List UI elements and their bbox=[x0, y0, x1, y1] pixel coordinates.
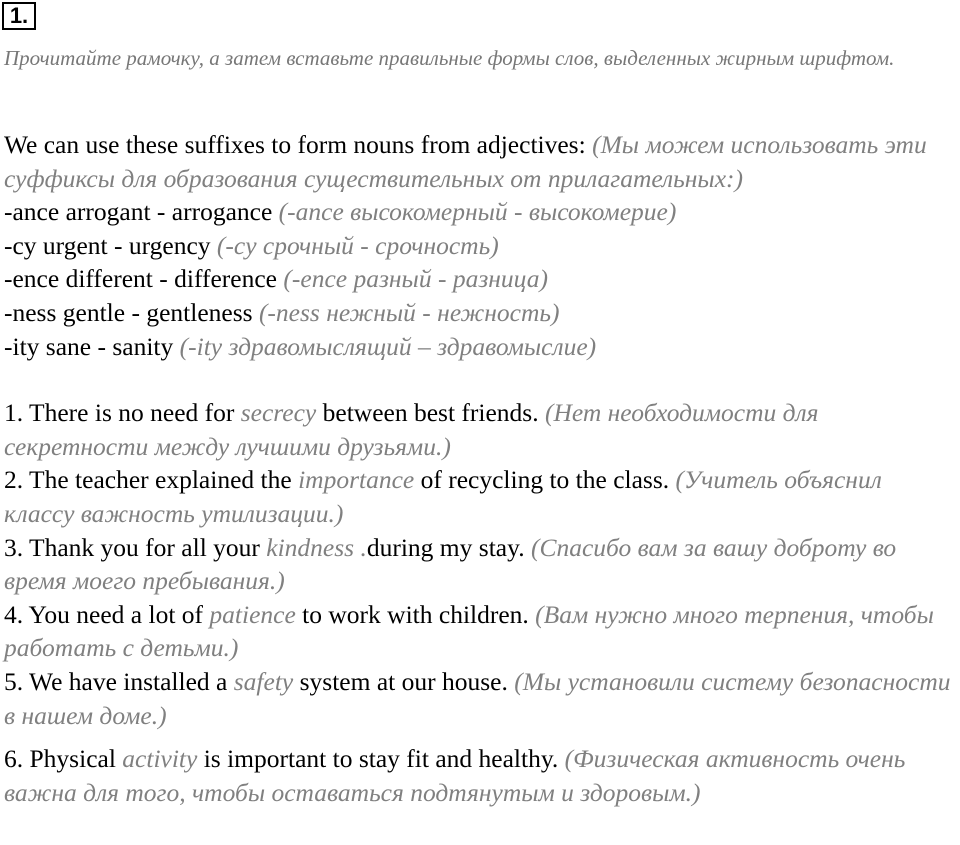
suffix-english: -ence different - difference bbox=[4, 264, 278, 294]
sentence-end: system at our house. bbox=[293, 666, 515, 696]
sentence-end: to work with children. bbox=[295, 599, 536, 629]
exercise-content bbox=[4, 128, 954, 809]
sentence-start: 4. You need a lot of bbox=[4, 599, 210, 629]
exercise-sentence bbox=[4, 396, 954, 463]
sentence-end: between best friends. bbox=[316, 398, 545, 428]
sentence-translation: (Нет необходимости для секретности между лучшими друзьями.) bbox=[4, 398, 819, 461]
suffix-translation: (-cy срочный - срочность) bbox=[216, 230, 499, 260]
suffix-line bbox=[4, 296, 954, 330]
sentence-translation: (Учитель объяснил классу важность утилизации.) bbox=[4, 465, 882, 528]
sentence-end: during my stay. bbox=[366, 532, 531, 562]
answer-word: activity bbox=[122, 744, 198, 774]
sentence-start: 6. Physical bbox=[4, 744, 123, 774]
exercise-sentence bbox=[4, 531, 954, 598]
answer-word: importance bbox=[298, 465, 415, 495]
suffix-line bbox=[4, 330, 954, 364]
answer-word: safety bbox=[233, 666, 294, 696]
suffix-line bbox=[4, 195, 954, 229]
answer-word: secrecy bbox=[240, 398, 317, 428]
sentence-translation: (Мы установили систему безопасности в нашем доме.) bbox=[4, 666, 951, 730]
answer-word: kindness . bbox=[266, 532, 367, 562]
intro-paragraph bbox=[4, 128, 954, 195]
exercise-sentence bbox=[4, 463, 954, 530]
suffix-line bbox=[4, 229, 954, 263]
suffix-translation: (-ity здравомыслящий – здравомыслие) bbox=[179, 331, 597, 361]
suffix-english: -ance arrogant - arrogance bbox=[4, 197, 273, 227]
answer-word: patience bbox=[209, 599, 296, 629]
sentence-translation: (Физическая активность очень важна для того, чтобы оставаться подтянутым и здоровым.) bbox=[4, 744, 906, 807]
section-spacer bbox=[4, 363, 954, 396]
sentence-end: of recycling to the class. bbox=[414, 465, 676, 495]
exercise-sentence bbox=[4, 598, 954, 665]
exercise-sentence bbox=[4, 742, 954, 809]
suffix-english: -ness gentle - gentleness bbox=[4, 297, 253, 327]
sentence-translation: (Спасибо вам за вашу доброту во время моего пребывания.) bbox=[4, 532, 897, 596]
intro-english: We can use these suffixes to form nouns from adjectives: bbox=[4, 130, 586, 159]
task-number-box: 1. bbox=[2, 2, 36, 30]
exercise-sentence bbox=[4, 665, 954, 732]
sentence-start: 2. The teacher explained the bbox=[4, 465, 299, 495]
intro-translation: (Мы можем использовать эти суффиксы для образования существительных от прилагательных:) bbox=[4, 130, 927, 193]
sentence-end: is important to stay fit and healthy. bbox=[197, 744, 565, 774]
task-instruction: Прочитайте рамочку, а затем вставьте правильные формы слов, выделенных жирным шрифтом. bbox=[4, 46, 895, 70]
suffix-translation: (-ness нежный - нежность) bbox=[258, 297, 560, 327]
sentence-start: 5. We have installed a bbox=[4, 666, 234, 696]
sentence-start: 3. Thank you for all your bbox=[4, 532, 267, 562]
suffix-english: -cy urgent - urgency bbox=[4, 230, 211, 260]
line-gap bbox=[4, 732, 954, 742]
sentence-translation: (Вам нужно много терпения, чтобы работать с детьми.) bbox=[4, 599, 934, 663]
suffix-translation: (-ence разный - разница) bbox=[283, 264, 548, 294]
suffix-english: -ity sane - sanity bbox=[4, 331, 174, 361]
sentence-start: 1. There is no need for bbox=[4, 398, 241, 428]
suffix-translation: (-ance высокомерный - высокомерие) bbox=[278, 197, 677, 227]
suffix-line bbox=[4, 262, 954, 296]
